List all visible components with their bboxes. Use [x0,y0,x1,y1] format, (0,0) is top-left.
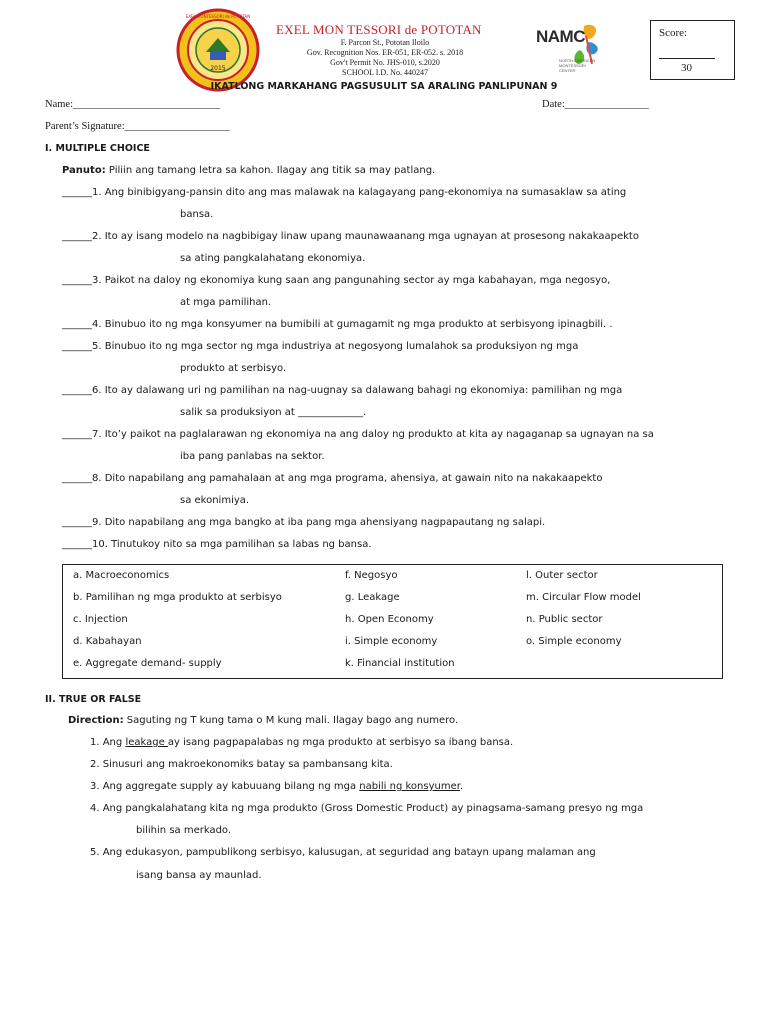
question-6-cont: salik sa produksiyon at _____________. [180,407,367,418]
recognition-number: Gov. Recognition Nos. ER-051, ER-052. s. 2018 [306,48,464,57]
school-address: F. Parcon St., Pototan Iloilo [340,38,430,47]
question-5[interactable]: ______5. Binubuo ito ng mga sector ng mga industriya at negosyong lumalahok sa produksiyon ng mga [62,341,579,352]
instructions-text: Piliin ang tamang letra sa kahon. Ilagay ang titik sa may patlang. [108,165,436,176]
permit-number: Gov't Permit No. JHS-010, s.2020 [330,58,440,67]
question-3-cont: at mga pamilihan. [180,297,272,308]
svg-text:EXEL MONTESSORI de POTOTAN: EXEL MONTESSORI de POTOTAN [185,14,251,19]
tf-item-5[interactable] [90,847,596,858]
question-1-cont: bansa. [180,209,214,220]
choice-k: k. Financial institution [345,658,455,669]
question-6[interactable]: ______6. Ito ay dalawang uri ng pamilihan na nag-uugnay sa dalawang bahagi ng ekonomiya: pamilihan ng mga [62,385,623,396]
tf-item-1-text: 1. Ang [90,737,126,748]
question-2[interactable]: ______2. Ito ay isang modelo na nagbibigay linaw upang maunawaanang mga ugnayan at prosesong nakakaapekto [62,231,639,242]
directions-label: Direction: [68,715,124,726]
tf-item-3-text: 3. Ang aggregate supply ay kabuuang bilang ng mga [90,781,360,792]
choice-f: f. Negosyo [345,570,398,581]
choice-o: o. Simple economy [526,636,622,647]
tf-item-5-text: 5. Ang edukasyon, pampublikong serbisyo, kalusugan, at seguridad ang batayn upang malaman ang [90,847,596,858]
choice-b: b. Pamilihan ng mga produkto at serbisyo [73,592,282,603]
parent-signature-field[interactable]: Parent’s Signature:____________________ [45,121,230,132]
question-2-cont: sa ating pangkalahatang ekonomiya. [180,253,366,264]
question-7[interactable]: ______7. Ito’y paikot na paglalarawan ng ekonomiya na ang daloy ng produkto at kita ay nagaganap sa ugnayan na sa [62,429,654,440]
directions-text: Saguting ng T kung tama o M kung mali. Ilagay bago ang numero. [126,715,459,726]
tf-item-4-text: 4. Ang pangkalahatang kita ng mga produkto (Gross Domestic Product) ay pinagsama-samang presyo ng mga [90,803,644,814]
svg-text:2015: 2015 [210,65,226,72]
section-2-directions [68,715,458,726]
tf-item-1[interactable] [90,737,513,748]
tf-item-3[interactable] [90,781,463,792]
tf-item-5-cont: isang bansa ay maunlad. [136,870,262,881]
choice-h: h. Open Economy [345,614,434,625]
namc-logo-text: NAMC [536,27,585,46]
choice-c: c. Injection [73,614,128,625]
choice-n: n. Public sector [526,614,603,625]
question-7-cont: iba pang panlabas na sektor. [180,451,325,462]
score-blank [659,58,715,59]
tf-item-4-cont: bilihin sa merkado. [136,825,232,836]
choice-d: d. Kabahayan [73,636,142,647]
date-field[interactable]: Date:________________ [542,99,649,110]
section-2-title: II. TRUE OR FALSE [45,694,142,705]
question-9[interactable]: ______9. Dito napabilang ang mga bangko at iba pang mga ahensiyang nagpapautang ng salapi. [62,517,546,528]
tf-item-3-underlined: nabili ng konsyumer [359,781,460,792]
score-total: 30 [681,62,692,74]
exam-title: IKATLONG MARKAHANG PAGSUSULIT SA ARALING PANLIPUNAN 9 [210,81,558,92]
question-8[interactable]: ______8. Dito napabilang ang pamahalaan at ang mga programa, ahensiya, at gawain nito na nakakaapekto [62,473,603,484]
choice-e: e. Aggregate demand- supply [73,658,222,669]
tf-item-3-rest: . [459,781,464,792]
question-3[interactable]: ______3. Paikot na daloy ng ekonomiya kung saan ang pangunahing sector ay mga kabahayan, mga negosyo, [62,275,611,286]
choice-g: g. Leakage [345,592,400,603]
school-id: SCHOOL I.D. No. 440247 [342,68,428,77]
choice-l: l. Outer sector [526,570,598,581]
score-label: Score: [659,27,688,39]
name-field[interactable]: Name:____________________________ [45,99,220,110]
question-1[interactable]: ______1. Ang binibigyang-pansin dito ang mas malawak na kalagayang pang-ekonomiya na sumasaklaw sa ating [62,187,627,198]
school-name: EXEL MON TESSORI de POTOTAN [276,22,482,37]
choice-m: m. Circular Flow model [526,592,641,603]
question-4[interactable]: ______4. Binubuo ito ng mga konsyumer na bumibili at gumagamit ng mga produkto at serbisyong ipinagbili. . [62,319,613,330]
tf-item-1-underlined: leakage [125,737,168,748]
tf-item-2[interactable] [90,759,393,770]
question-10[interactable]: ______10. Tinutukoy nito sa mga pamilihan sa labas ng bansa. [62,539,372,550]
question-8-cont: sa ekonimiya. [180,495,250,506]
question-5-cont: produkto at serbisyo. [180,363,287,374]
namc-logo-subtitle: NORTH AMERICAN MONTESSORI CENTER [559,58,596,73]
tf-item-2-text: 2. Sinusuri ang makroekonomiks batay sa pambansang kita. [90,759,393,770]
tf-item-4[interactable] [90,803,643,814]
choice-a: a. Macroeconomics [73,570,170,581]
tf-item-1-rest: ay isang pagpapalabas ng mga produkto at serbisyo sa ibang bansa. [167,737,514,748]
section-1-instructions [62,165,435,176]
choice-i: i. Simple economy [345,636,438,647]
section-1-title: I. MULTIPLE CHOICE [45,143,150,154]
instructions-label: Panuto: [62,165,106,176]
score-box [650,20,735,80]
